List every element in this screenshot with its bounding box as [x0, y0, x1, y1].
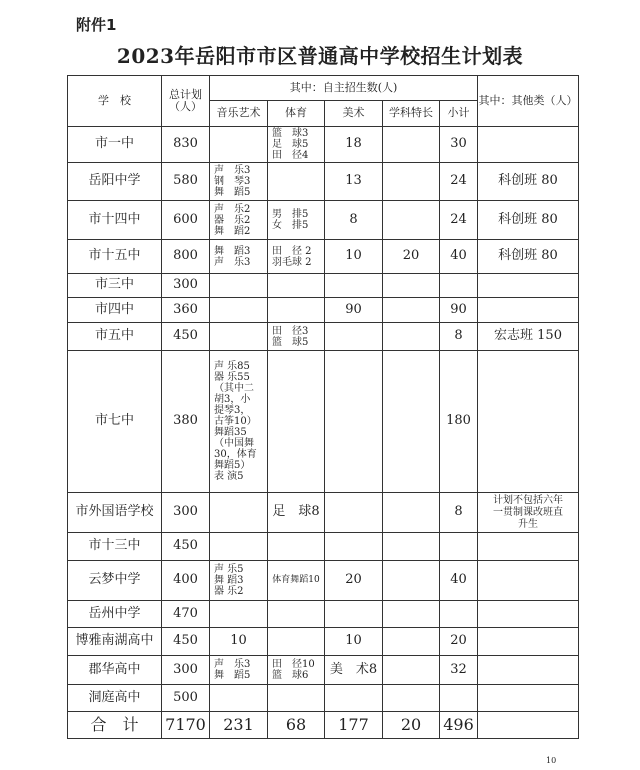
table-row — [68, 298, 579, 323]
cell-sports: 体育舞蹈10 — [268, 561, 325, 601]
cell-subject — [383, 163, 440, 201]
cell-music: 声 乐85 器 乐55 （其中二 胡3，小 提琴3， 古筝10） 舞蹈35 （中国舞 30，体育 舞蹈5） 表 演5 — [210, 351, 268, 493]
cell-subject — [383, 127, 440, 163]
cell-subtotal: 40 — [440, 561, 478, 601]
cell-sports — [268, 685, 325, 712]
cell-art: 10 — [325, 628, 383, 656]
total-art: 177 — [325, 712, 383, 739]
cell-art: 90 — [325, 298, 383, 323]
table-row — [68, 274, 579, 298]
header-school: 学 校 — [68, 76, 162, 127]
cell-school: 博雅南湖高中 — [68, 628, 162, 656]
table-row — [68, 493, 579, 533]
table-row — [68, 240, 579, 274]
table-row — [68, 533, 579, 561]
total-subject: 20 — [383, 712, 440, 739]
cell-sports: 篮 球3 足 球5 田 径4 — [268, 127, 325, 163]
cell-other: 计划不包括六年 一贯制课改班直 升生 — [478, 493, 579, 533]
cell-subject — [383, 201, 440, 240]
cell-sports — [268, 628, 325, 656]
cell-total: 800 — [162, 240, 210, 274]
header-sports: 体育 — [268, 101, 325, 127]
cell-art: 18 — [325, 127, 383, 163]
cell-school: 云梦中学 — [68, 561, 162, 601]
cell-art — [325, 351, 383, 493]
cell-sports — [268, 298, 325, 323]
cell-art: 20 — [325, 561, 383, 601]
total-total: 7170 — [162, 712, 210, 739]
cell-other — [478, 628, 579, 656]
total-other — [478, 712, 579, 739]
cell-school: 市十五中 — [68, 240, 162, 274]
cell-school: 市一中 — [68, 127, 162, 163]
cell-school: 洞庭高中 — [68, 685, 162, 712]
cell-music — [210, 685, 268, 712]
cell-total: 300 — [162, 493, 210, 533]
cell-subtotal: 8 — [440, 493, 478, 533]
cell-music — [210, 274, 268, 298]
cell-subject — [383, 685, 440, 712]
cell-sports — [268, 274, 325, 298]
table-row — [68, 201, 579, 240]
cell-subject — [383, 628, 440, 656]
table-row — [68, 561, 579, 601]
cell-total: 600 — [162, 201, 210, 240]
cell-sports: 男 排5 女 排5 — [268, 201, 325, 240]
cell-subtotal: 30 — [440, 127, 478, 163]
cell-art: 13 — [325, 163, 383, 201]
header-total-plan: 总计划 （人） — [162, 76, 210, 127]
cell-music — [210, 127, 268, 163]
cell-total: 500 — [162, 685, 210, 712]
cell-school: 市三中 — [68, 274, 162, 298]
cell-subtotal: 90 — [440, 298, 478, 323]
header-subject: 学科特长 — [383, 101, 440, 127]
cell-sports: 足 球8 — [268, 493, 325, 533]
cell-school: 市四中 — [68, 298, 162, 323]
total-subtotal: 496 — [440, 712, 478, 739]
cell-subject — [383, 298, 440, 323]
cell-art — [325, 685, 383, 712]
cell-school: 郡华高中 — [68, 656, 162, 685]
cell-other — [478, 685, 579, 712]
cell-school: 市十三中 — [68, 533, 162, 561]
cell-sports — [268, 163, 325, 201]
cell-art: 10 — [325, 240, 383, 274]
cell-total: 450 — [162, 533, 210, 561]
total-music: 231 — [210, 712, 268, 739]
cell-music: 声 乐2 器 乐2 舞 蹈2 — [210, 201, 268, 240]
table-row — [68, 656, 579, 685]
table-row — [68, 628, 579, 656]
cell-music: 舞 蹈3 声 乐3 — [210, 240, 268, 274]
cell-music: 声 乐3 钢 琴3 舞 蹈5 — [210, 163, 268, 201]
header-other: 其中：其他类（人） — [478, 76, 579, 127]
cell-subject — [383, 656, 440, 685]
cell-subtotal: 32 — [440, 656, 478, 685]
cell-sports: 田 径 2 羽毛球 2 — [268, 240, 325, 274]
cell-other — [478, 274, 579, 298]
table-row — [68, 127, 579, 163]
cell-subject: 20 — [383, 240, 440, 274]
cell-art: 美 术8 — [325, 656, 383, 685]
header-fine-art: 美术 — [325, 101, 383, 127]
cell-other: 科创班 80 — [478, 163, 579, 201]
cell-subject — [383, 493, 440, 533]
cell-music: 声 乐5 舞 蹈3 器 乐2 — [210, 561, 268, 601]
cell-total: 300 — [162, 274, 210, 298]
cell-art: 8 — [325, 201, 383, 240]
table-row — [68, 163, 579, 201]
cell-subtotal — [440, 274, 478, 298]
cell-subtotal: 40 — [440, 240, 478, 274]
cell-art — [325, 493, 383, 533]
cell-sports: 田 径3 篮 球5 — [268, 323, 325, 351]
cell-total: 380 — [162, 351, 210, 493]
cell-other: 宏志班 150 — [478, 323, 579, 351]
cell-other — [478, 601, 579, 628]
cell-art — [325, 323, 383, 351]
cell-total: 830 — [162, 127, 210, 163]
cell-school: 岳州中学 — [68, 601, 162, 628]
cell-other — [478, 127, 579, 163]
attachment-label: 附件1 — [76, 16, 117, 34]
enrollment-plan-table — [67, 75, 579, 739]
cell-school: 市十四中 — [68, 201, 162, 240]
cell-sports — [268, 533, 325, 561]
cell-total: 450 — [162, 628, 210, 656]
cell-other: 科创班 80 — [478, 240, 579, 274]
cell-subtotal: 24 — [440, 201, 478, 240]
cell-music — [210, 323, 268, 351]
cell-sports — [268, 601, 325, 628]
cell-subject — [383, 351, 440, 493]
cell-subject — [383, 323, 440, 351]
cell-music: 声 乐3 舞 蹈5 — [210, 656, 268, 685]
cell-school: 市五中 — [68, 323, 162, 351]
cell-subject — [383, 601, 440, 628]
cell-art — [325, 533, 383, 561]
cell-subject — [383, 561, 440, 601]
header-subtotal: 小计 — [440, 101, 478, 127]
page-title: 2023年岳阳市市区普通高中学校招生计划表 — [116, 44, 524, 68]
cell-other — [478, 298, 579, 323]
cell-subtotal — [440, 685, 478, 712]
cell-school: 岳阳中学 — [68, 163, 162, 201]
cell-music: 10 — [210, 628, 268, 656]
table-row — [68, 601, 579, 628]
cell-school: 市外国语学校 — [68, 493, 162, 533]
cell-subtotal — [440, 601, 478, 628]
cell-other — [478, 351, 579, 493]
cell-sports — [268, 351, 325, 493]
cell-art — [325, 601, 383, 628]
header-music-art: 音乐艺术 — [210, 101, 268, 127]
cell-total: 450 — [162, 323, 210, 351]
cell-school: 市七中 — [68, 351, 162, 493]
cell-subtotal: 24 — [440, 163, 478, 201]
cell-music — [210, 493, 268, 533]
page-number: 10 — [546, 756, 557, 765]
cell-subtotal: 8 — [440, 323, 478, 351]
cell-other — [478, 561, 579, 601]
table-row — [68, 323, 579, 351]
totals-row — [68, 712, 579, 739]
cell-total: 400 — [162, 561, 210, 601]
cell-total: 470 — [162, 601, 210, 628]
cell-music — [210, 533, 268, 561]
cell-other — [478, 533, 579, 561]
total-sports: 68 — [268, 712, 325, 739]
table-row — [68, 685, 579, 712]
cell-music — [210, 298, 268, 323]
cell-total: 300 — [162, 656, 210, 685]
cell-subject — [383, 274, 440, 298]
total-label: 合 计 — [68, 712, 162, 739]
cell-total: 580 — [162, 163, 210, 201]
cell-art — [325, 274, 383, 298]
cell-sports: 田 径10 篮 球6 — [268, 656, 325, 685]
table-row — [68, 351, 579, 493]
cell-subject — [383, 533, 440, 561]
cell-subtotal: 180 — [440, 351, 478, 493]
cell-music — [210, 601, 268, 628]
cell-subtotal: 20 — [440, 628, 478, 656]
cell-other — [478, 656, 579, 685]
cell-other: 科创班 80 — [478, 201, 579, 240]
cell-total: 360 — [162, 298, 210, 323]
header-self-enroll: 其中：自主招生数(人) — [210, 76, 478, 101]
cell-subtotal — [440, 533, 478, 561]
